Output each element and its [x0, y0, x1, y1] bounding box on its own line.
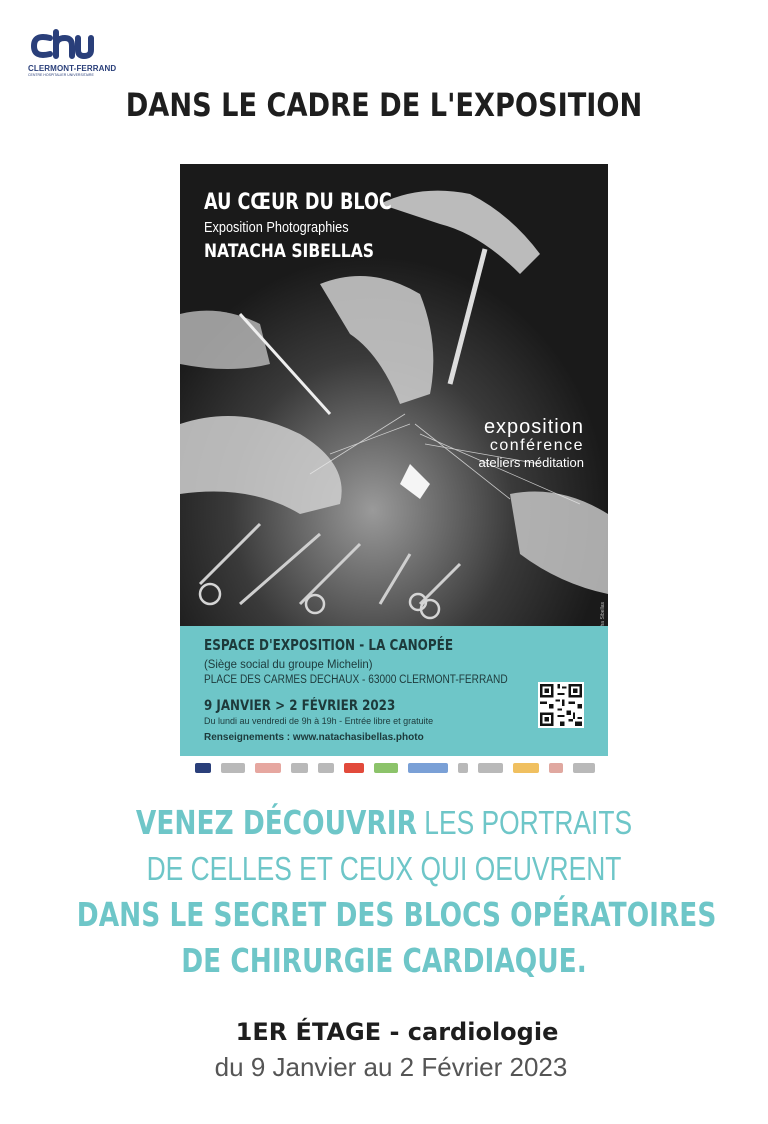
partner-logos: [195, 758, 595, 778]
poster-title-main: AU CŒUR DU BLOC: [204, 190, 392, 215]
partner-logo: [408, 763, 448, 773]
poster-events: [479, 416, 585, 470]
exhibition-dates: du 9 Janvier au 2 Février 2023: [214, 1052, 568, 1082]
venue-address: PLACE DES CARMES DECHAUX - 63000 CLERMONT-FERRAND: [204, 674, 508, 686]
event-conference: conférence: [489, 437, 584, 454]
opening-hours: Du lundi au vendredi de 9h à 19h - Entrée libre et gratuite: [204, 716, 434, 726]
teaser-line-4: DE CHIRURGIE CARDIAQUE.: [181, 941, 587, 980]
event-exposition: exposition: [483, 416, 584, 438]
poster-subtitle: Exposition Photographies: [204, 219, 349, 236]
partner-logo: [344, 763, 364, 773]
poster-title: [204, 190, 439, 262]
venue-name: ESPACE D'EXPOSITION - LA CANOPÉE: [204, 636, 454, 654]
partner-logo: [573, 763, 595, 773]
qr-code-icon: [538, 682, 584, 728]
teaser-line-1-rest: LES PORTRAITS: [416, 804, 633, 841]
exhibition-poster: [180, 164, 608, 756]
logo-city: CLERMONT-FERRAND: [28, 64, 117, 73]
partner-logo: [255, 763, 281, 773]
chu-logo: [28, 28, 117, 77]
teaser-highlight: VENEZ DÉCOUVRIR: [135, 803, 417, 842]
page-headline: DANS LE CADRE DE L'EXPOSITION: [125, 86, 643, 124]
partner-logo: [478, 763, 504, 773]
partner-logo: [195, 763, 211, 773]
partner-logo: [549, 763, 563, 773]
partner-logo: [291, 763, 309, 773]
teaser-line-2: DE CELLES ET CEUX QUI OEUVRENT: [146, 850, 622, 887]
poster-info-band: [180, 626, 608, 756]
partner-logo: [513, 763, 539, 773]
partner-logo: [374, 763, 398, 773]
partner-logo: [221, 763, 245, 773]
event-meditation: ateliers méditation: [478, 455, 584, 470]
partner-logo: [318, 763, 334, 773]
contact-info: Renseignements : www.natachasibellas.photo: [204, 732, 424, 743]
logo-subtitle: CENTRE HOSPITALIER UNIVERSITAIRE: [28, 73, 94, 77]
poster-dates: 9 JANVIER > 2 FÉVRIER 2023: [204, 698, 396, 714]
teaser-text: [0, 800, 768, 984]
teaser-line-1: [77, 800, 691, 846]
teaser-line-3: DANS LE SECRET DES BLOCS OPÉRATOIRES: [76, 895, 717, 934]
partner-logo: [458, 763, 468, 773]
venue-note: (Siège social du groupe Michelin): [204, 657, 373, 671]
floor-location: 1ER ÉTAGE - cardiologie: [235, 1018, 559, 1046]
poster-artist: NATACHA SIBELLAS: [204, 240, 374, 262]
chu-logo-mark: [28, 28, 98, 62]
